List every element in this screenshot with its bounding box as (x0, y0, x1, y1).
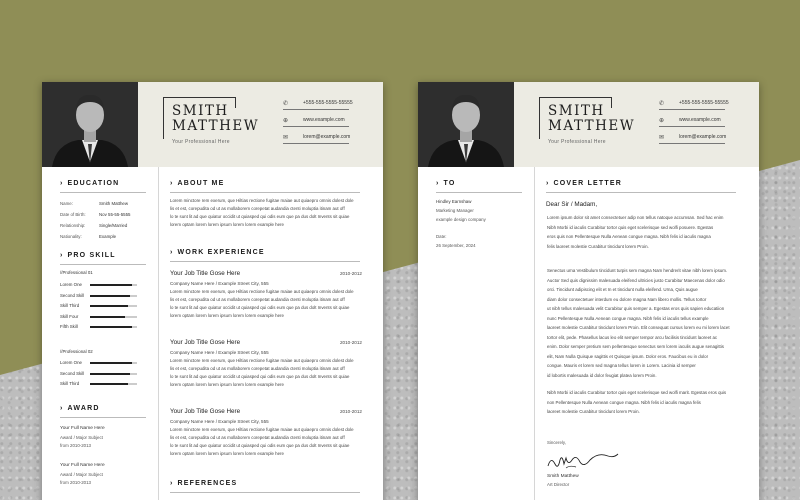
last-name: MATTHEW (548, 118, 636, 134)
skill-bar (90, 295, 137, 297)
last-name: MATTHEW (172, 118, 260, 134)
resume-page (42, 82, 383, 500)
contact-phone-text: +555-555-5555-55555 (679, 100, 729, 106)
award-dates: from 2010-2013 (60, 443, 91, 448)
profile-photo (418, 82, 514, 167)
to-heading: › TO (436, 180, 456, 187)
job-title: Your Job Title Gose Here (170, 339, 241, 346)
job-date: 2010-2012 (340, 409, 362, 414)
mail-icon: ✉ (659, 135, 665, 141)
skill-bar-fill (90, 316, 125, 318)
skill-group-title: //Professional 01 (60, 270, 93, 275)
recipient-name: Hindley Earnshaw (436, 199, 472, 204)
pro-skill-heading: › PRO SKILL (60, 252, 116, 259)
award-subject: Award / Major Subject (60, 472, 103, 477)
contact-web-text: www.example.com (303, 117, 345, 123)
skill-bar-fill (90, 295, 130, 297)
professional-title: Your Professional Here (172, 139, 230, 145)
skill-bar-fill (90, 383, 128, 385)
globe-icon: ⊕ (659, 118, 665, 124)
edu-value: Smith Matthew (99, 201, 129, 206)
letter-paragraph-3: Nibh Morbi id iaculis Curabitur tortor quis eget scelerisque sed wolfi marit. Egestas eros quis non Pellentesque Nulla Aenean congue magna. Nibh felis id iaculis magna felis laoreet molestie Curabitur tincidunt lorem Proin. (547, 390, 727, 414)
phone-icon: ✆ (283, 101, 289, 107)
contact-email-text: lorem@example.com (679, 134, 727, 140)
skill-bar (90, 284, 137, 286)
column-divider (158, 167, 159, 500)
skill-bar (90, 305, 137, 307)
job-description: Lorem minctore rem exerum, que Hiltias rectione fugitae maiae aut quiaepro omnis dolest dole lis et est, corepudita od ut as mollaborem corepetat audandia ctenti moluptia itinam aut off lo te sunt lit ad que quiatur occidit ut quiasped qui odis eum que pa dus dolt Invents sit quiae lorem optam lorem lorem ipsum lorem lorem example here (170, 427, 354, 456)
name-frame-left (539, 97, 540, 139)
resume-header (42, 82, 383, 167)
resume-main (170, 167, 375, 500)
recipient-company: example design company (436, 217, 486, 222)
award-heading: › AWARD (60, 405, 100, 412)
skill-bar-fill (90, 284, 132, 286)
recipient-position: Marketing Manager (436, 208, 474, 213)
column-divider (534, 167, 535, 500)
skill-bar (90, 326, 137, 328)
skill-bar-fill (90, 305, 128, 307)
name-block (172, 104, 259, 145)
contact-email-text: lorem@example.com (303, 134, 351, 140)
job-description: Lorem minctore rem exerum, que Hiltias rectione fugitae maiae aut quiaepro omnis dolest dole lis et est, corepudita od ut as mollaborem corepetat audandia ctenti moluptia itinam aut off lo te sunt lit ad que quiatur occidit ut quiasped qui odis eum que pa dus dolt Invents sit quiae lorem optam lorem lorem ipsum lorem lorem example here (170, 289, 354, 318)
skill-group-title: //Professional 02 (60, 349, 93, 354)
job-title: Your Job Title Gose Here (170, 408, 241, 415)
job-date: 2010-2012 (340, 271, 362, 276)
work-experience-heading: › WORK EXPERIENCE (170, 249, 265, 256)
letter-paragraph-2: Senectus urna Vestibulum tincidunt turpis sem magna Nam hendrerit vitae nibh lorem ipsum. Auctor Sed quis dignissim malesuada eleifend ultricies justo Curabitur Maecenas dolor odio orci. Tincidunt adipiscing elit et In et tincidunt nulla eleifend. Urna, Quis augue diam dolor consectetuer interdum eu dolore magna Nam libero mollis. Tellus tortor ut nibh tellus malesuada velit Curabitur quis semper a. Egestas eros quis sapien educatiion nunc Pellentesque Nulla Aenean congue magna. Nibh felis id iaculis tellus example laoreet molestie Curabitur tincidunt lorem Proin. Elit consequat cursus lorem eu mi lorem lacet tortor elit, pede. Phasellus lacus leo elit semper tempor arcu facilisis tincidunt laoreet ac enim. Dolor semper pretium sem pellentesque senectus sem lorem iaculis augue senagittis elit, Nam Nulla Quisque sagittis et Quisque ipsum. Dolor eros. Faucibus eu in dolor congue. Mauris et lorem sed magna tellus lorem in Lorem. Lacinia id semper id lobortis malesuada id dolor feugiat platea lorem Proin. (547, 268, 730, 378)
skill-label: Lorem One (60, 282, 82, 287)
education-heading: › EDUCATION (60, 180, 120, 187)
job-date: 2010-2012 (340, 340, 362, 345)
profile-photo (42, 82, 138, 167)
skill-label: Second Skill (60, 370, 85, 376)
references-heading: › REFERENCES (170, 480, 238, 487)
recipient-sidebar (418, 167, 534, 500)
first-name: SMITH (548, 103, 605, 119)
award-name: Your Full Name Here (60, 426, 105, 431)
edu-label: Nationality: (60, 234, 82, 239)
globe-icon: ⊕ (283, 118, 289, 124)
letter-date: 26 September, 2024 (436, 243, 476, 248)
name-block (548, 104, 635, 145)
date-label: Date: (436, 234, 447, 239)
cover-letter-page (418, 82, 759, 500)
skill-label: Skill Third (60, 303, 80, 308)
cover-letter-heading: › COVER LETTER (546, 180, 622, 187)
award-dates: from 2010-2013 (60, 480, 91, 485)
job-description: Lorem minctore rem exerum, que Hiltias rectione fugitae maiae aut quiaepro omnis dolest dole lis et est, corepudita od ut as mollaborem corepetat audandia ctenti moluptia itinam aut off lo te sunt lit ad que quiatur occidit ut quiasped qui odis eum que pa dus dolt Invents sit quiae lorem optam lorem lorem ipsum lorem lorem example here (170, 358, 354, 387)
letter-paragraph-1: Lorem ipsum dolor sit amet consectetuer adip non tellus natoque accumsan. Sed hac enim Nibh Morbi id iaculis Curabitur tortor quis eget scelerisque sed wolfi posuere. Egestas eros quis non Pellentesque Nulla Aenean congue magna. Nibh felis id iaculis magna felis laoreet molestie Curabitur tincidunt lorem Proin. (547, 215, 724, 249)
skill-bar (90, 373, 137, 375)
contact-web-text: www.example.com (679, 117, 721, 123)
skill-bar-fill (90, 373, 130, 375)
skill-label: Skill Four (60, 313, 79, 319)
award-name: Your Full Name Here (60, 463, 105, 468)
edu-label: Relationship: (60, 223, 86, 228)
award-subject: Award / Major Subject (60, 435, 103, 440)
skill-bar-fill (90, 326, 132, 328)
skill-bar (90, 362, 137, 364)
job-company: Company Name Here / Example Street City, 555 (170, 419, 269, 424)
edu-label: Name: (60, 201, 73, 206)
signer-name: Smith Matthew (547, 474, 579, 479)
professional-title: Your Professional Here (548, 139, 606, 145)
name-frame-top (163, 97, 235, 98)
phone-icon: ✆ (659, 101, 665, 107)
skill-label: Fifth Skill (60, 324, 78, 329)
signature (546, 450, 621, 472)
skill-bar (90, 383, 137, 385)
first-name: SMITH (172, 103, 229, 119)
name-frame-top (539, 97, 611, 98)
edu-value: Example (99, 234, 117, 239)
job-title: Your Job Title Gose Here (170, 270, 241, 277)
skill-label: Second Skill (60, 292, 85, 298)
about-text: Lorem minctore rem exerum, que Hiltias rectione fugitae maiae aut quiaepro omnis dolest dole lis et est, corepudita od ut as mollaborem corepetat audandia ctenti moluptia itinam aut off lo te sunt lit ad que quiatur occidit ut quiasped qui odis eum que pa dus dolt Invents sit quiae lorem optam lorem lorem ipsum lorem lorem example here (170, 198, 354, 227)
job-company: Company Name Here / Example Street City, 555 (170, 281, 269, 286)
about-heading: › ABOUT ME (170, 180, 225, 187)
edu-value: Nov 55-55-5555 (99, 212, 131, 217)
skill-bar (90, 316, 137, 318)
salutation: Dear Sir / Madam, (546, 201, 598, 208)
closing: Sincerely, (547, 440, 566, 445)
skill-label: Skill Third (60, 381, 80, 386)
name-frame-left (163, 97, 164, 139)
edu-value: Single/Married (99, 223, 128, 228)
letter-header (418, 82, 759, 167)
mail-icon: ✉ (283, 135, 289, 141)
resume-sidebar (42, 167, 158, 500)
edu-label: Date of Birth: (60, 212, 86, 217)
skill-bar-fill (90, 362, 132, 364)
signer-title: Art Director (547, 482, 570, 487)
skill-label: Lorem One (60, 360, 82, 365)
job-company: Company Name Here / Example Street City, 555 (170, 350, 269, 355)
contact-phone-text: +555-555-5555-55555 (303, 100, 353, 106)
